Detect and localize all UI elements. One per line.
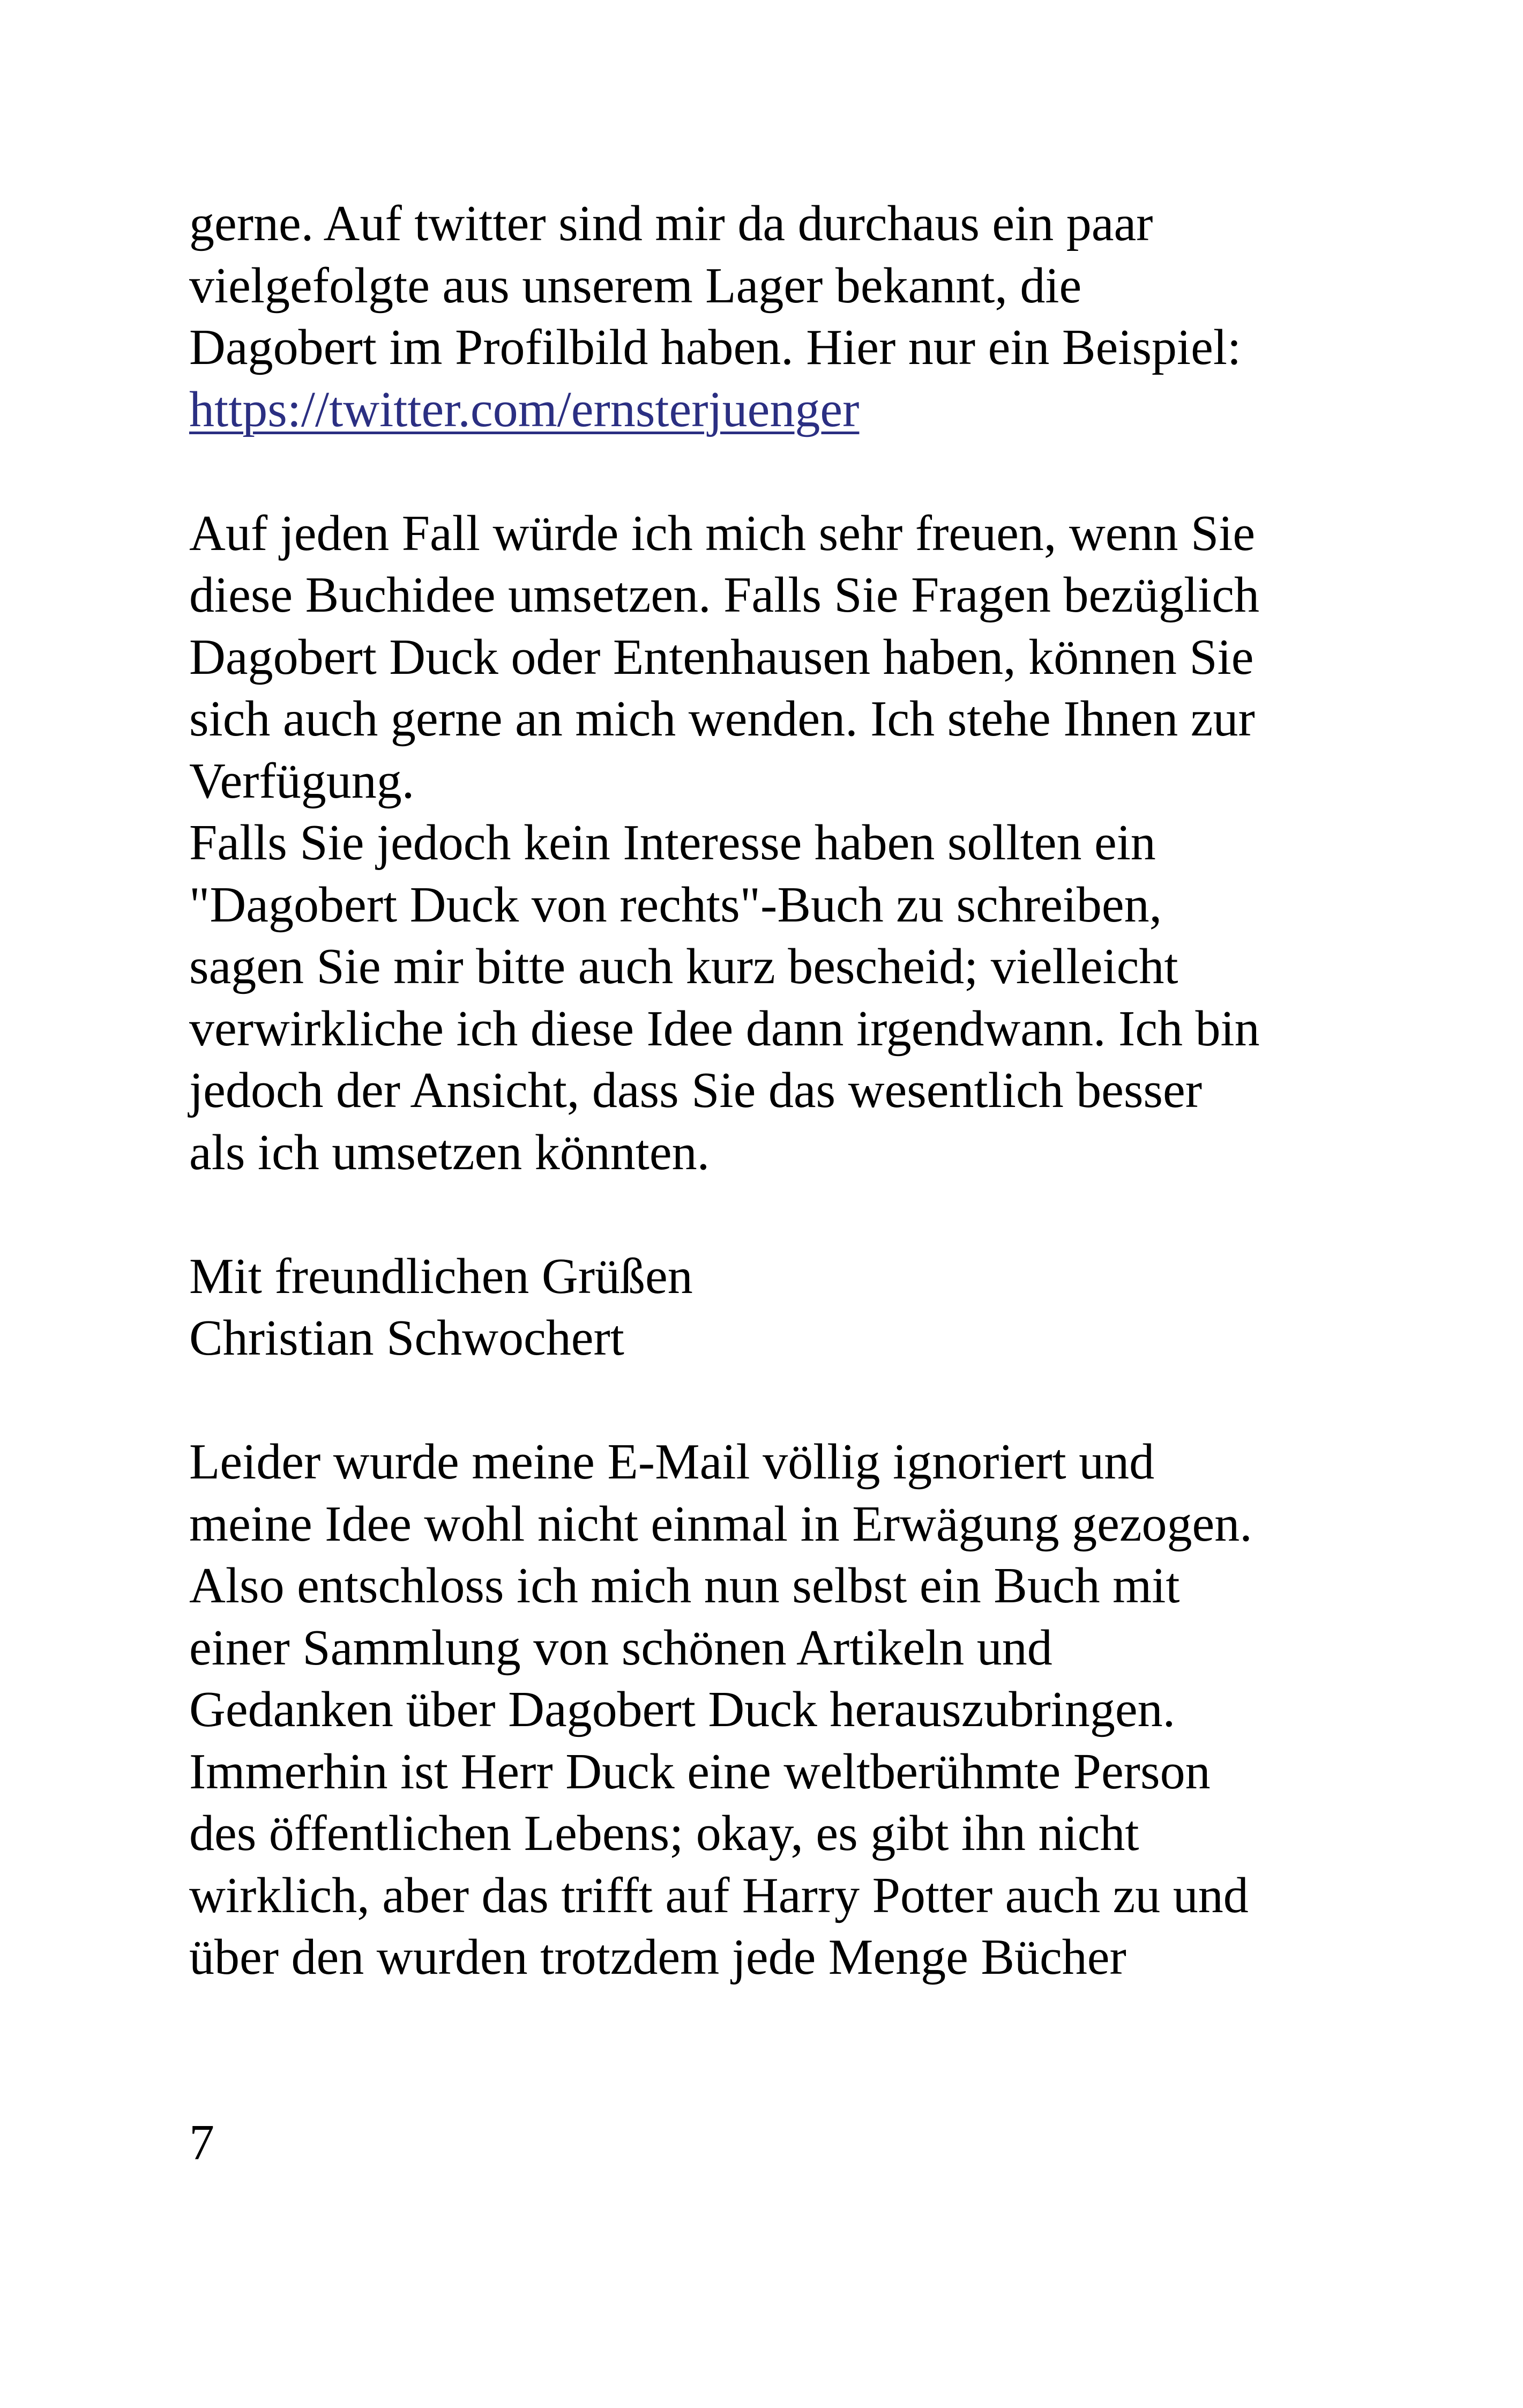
text-line: Dagobert im Profilbild haben. Hier nur ein Beispiel:: [189, 319, 1242, 375]
page-number: 7: [189, 2115, 214, 2171]
text-line: meine Idee wohl nicht einmal in Erwägung gezogen.: [189, 1496, 1252, 1552]
paragraph-signature: [189, 1246, 1368, 1370]
text-line: Verfügung.: [189, 753, 415, 809]
text-line: Immerhin ist Herr Duck eine weltberühmte Person: [189, 1743, 1211, 1800]
text-line: jedoch der Ansicht, dass Sie das wesentlich besser: [189, 1062, 1203, 1118]
paragraph-spacer: [189, 1370, 1368, 1432]
text-line: Falls Sie jedoch kein Interesse haben sollten ein: [189, 815, 1156, 871]
text-line: sich auch gerne an mich wenden. Ich stehe Ihnen zur: [189, 691, 1255, 747]
text-line: [189, 379, 1368, 441]
text-line: über den wurden trotzdem jede Menge Bücher: [189, 1929, 1126, 1985]
twitter-link[interactable]: https://twitter.com/ernsterjuenger: [189, 381, 860, 437]
text-line: einer Sammlung von schönen Artikeln und: [189, 1619, 1052, 1676]
paragraph-spacer: [189, 1184, 1368, 1246]
paragraph-twitter: [189, 193, 1368, 441]
text-line: sagen Sie mir bitte auch kurz bescheid; vielleicht: [189, 939, 1178, 994]
text-line: Also entschloss ich mich nun selbst ein Buch mit: [189, 1558, 1180, 1614]
text-line: diese Buchidee umsetzen. Falls Sie Fragen bezüglich: [189, 567, 1259, 623]
text-line: des öffentlichen Lebens; okay, es gibt ihn nicht: [189, 1805, 1139, 1861]
text-line: "Dagobert Duck von rechts"-Buch zu schreiben,: [189, 876, 1162, 933]
text-line: Gedanken über Dagobert Duck herauszubringen.: [189, 1682, 1176, 1737]
text-line: Auf jeden Fall würde ich mich sehr freuen, wenn Sie: [189, 505, 1256, 561]
text-line: verwirkliche ich diese Idee dann irgendwann. Ich bin: [189, 1000, 1260, 1057]
text-line: als ich umsetzen könnten.: [189, 1124, 710, 1180]
text-line: wirklich, aber das trifft auf Harry Potter auch zu und: [189, 1867, 1249, 1923]
paragraph-narrative: [189, 1431, 1368, 1989]
closing-line: Mit freundlichen Grüßen: [189, 1248, 693, 1304]
text-line: vielgefolgte aus unserem Lager bekannt, die: [189, 257, 1082, 314]
paragraph-request: [189, 503, 1368, 1184]
text-line: Leider wurde meine E-Mail völlig ignoriert und: [189, 1434, 1155, 1490]
paragraph-spacer: [189, 441, 1368, 503]
body-text: [189, 193, 1368, 1989]
signature-name: Christian Schwochert: [189, 1310, 624, 1366]
text-line: Dagobert Duck oder Entenhausen haben, können Sie: [189, 629, 1254, 685]
text-line: gerne. Auf twitter sind mir da durchaus ein paar: [189, 196, 1153, 251]
